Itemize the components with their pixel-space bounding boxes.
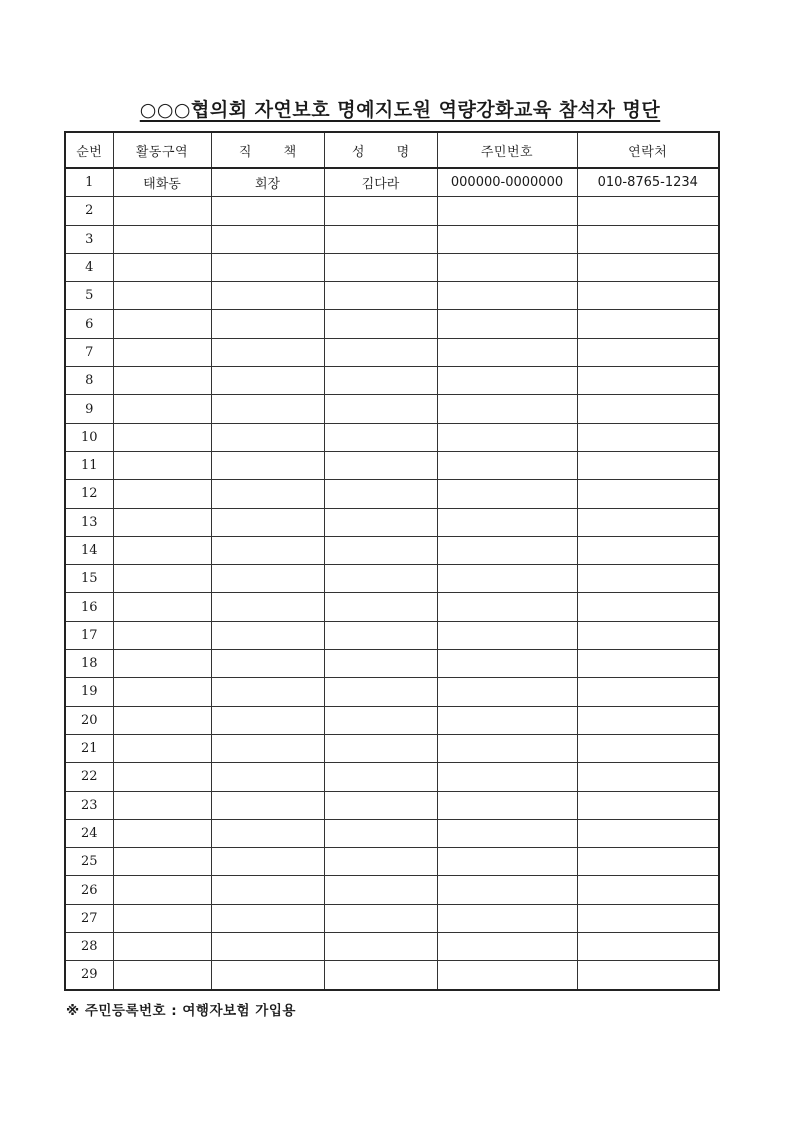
cell-position [211,650,324,678]
cell-name [324,508,437,536]
cell-seq: 2 [65,197,113,225]
table-body [65,168,719,990]
cell-name [324,848,437,876]
cell-name [324,480,437,508]
cell-resident-number [437,423,577,451]
cell-position [211,480,324,508]
cell-resident-number: 000000-0000000 [437,168,577,197]
cell-seq: 22 [65,763,113,791]
cell-seq: 7 [65,338,113,366]
cell-position [211,310,324,338]
cell-position [211,904,324,932]
cell-resident-number [437,310,577,338]
cell-seq: 11 [65,451,113,479]
cell-resident-number [437,197,577,225]
cell-activity-area [113,734,211,762]
header-resident-number: 주민번호 [437,132,577,168]
cell-seq: 3 [65,225,113,253]
document-title-text: ○○○협의회 자연보호 명예지도원 역량강화교육 참석자 명단 [139,99,661,121]
cell-contact [577,197,719,225]
header-seq: 순번 [65,132,113,168]
table-row [65,650,719,678]
cell-resident-number [437,650,577,678]
table-row [65,367,719,395]
cell-seq: 20 [65,706,113,734]
table-row [65,338,719,366]
cell-position [211,593,324,621]
table-row [65,904,719,932]
cell-contact [577,650,719,678]
cell-seq: 25 [65,848,113,876]
cell-seq: 5 [65,282,113,310]
cell-name [324,423,437,451]
cell-resident-number [437,961,577,990]
cell-name [324,933,437,961]
cell-position [211,933,324,961]
cell-activity-area [113,933,211,961]
cell-activity-area [113,876,211,904]
cell-resident-number [437,791,577,819]
cell-activity-area [113,451,211,479]
cell-contact [577,961,719,990]
cell-name [324,395,437,423]
table-row [65,848,719,876]
cell-contact [577,706,719,734]
cell-activity-area [113,848,211,876]
cell-name [324,565,437,593]
cell-contact [577,734,719,762]
cell-resident-number [437,848,577,876]
cell-position [211,763,324,791]
cell-seq: 28 [65,933,113,961]
cell-position [211,791,324,819]
cell-seq: 6 [65,310,113,338]
cell-contact [577,876,719,904]
cell-resident-number [437,734,577,762]
document-title [0,95,800,122]
table-row [65,253,719,281]
cell-activity-area [113,536,211,564]
cell-position [211,734,324,762]
table-row [65,819,719,847]
table-row [65,678,719,706]
cell-contact [577,791,719,819]
cell-resident-number [437,225,577,253]
footnote: ※ 주민등록번호 : 여행자보험 가입용 [66,1003,296,1019]
cell-resident-number [437,763,577,791]
table-row [65,961,719,990]
cell-contact [577,819,719,847]
cell-contact [577,848,719,876]
cell-name [324,367,437,395]
cell-seq: 12 [65,480,113,508]
cell-seq: 18 [65,650,113,678]
cell-name [324,225,437,253]
cell-position [211,197,324,225]
cell-activity-area [113,338,211,366]
cell-contact [577,933,719,961]
cell-seq: 29 [65,961,113,990]
cell-seq: 16 [65,593,113,621]
cell-name [324,650,437,678]
cell-seq: 17 [65,621,113,649]
table-row [65,706,719,734]
cell-seq: 26 [65,876,113,904]
cell-contact [577,593,719,621]
cell-position [211,706,324,734]
cell-contact [577,565,719,593]
cell-seq: 13 [65,508,113,536]
cell-position [211,848,324,876]
cell-contact [577,678,719,706]
cell-activity-area: 태화동 [113,168,211,197]
cell-seq: 14 [65,536,113,564]
cell-activity-area [113,763,211,791]
cell-resident-number [437,819,577,847]
table-row [65,876,719,904]
cell-name [324,253,437,281]
table-row [65,395,719,423]
cell-resident-number [437,621,577,649]
cell-name [324,282,437,310]
header-position: 직 책 [211,132,324,168]
cell-resident-number [437,678,577,706]
cell-name [324,338,437,366]
cell-seq: 9 [65,395,113,423]
cell-resident-number [437,253,577,281]
cell-contact [577,367,719,395]
cell-activity-area [113,678,211,706]
cell-contact [577,508,719,536]
cell-contact [577,310,719,338]
cell-activity-area [113,282,211,310]
cell-resident-number [437,536,577,564]
attendee-roster-table [64,131,720,991]
cell-seq: 10 [65,423,113,451]
cell-position [211,282,324,310]
cell-activity-area [113,423,211,451]
cell-resident-number [437,451,577,479]
cell-resident-number [437,565,577,593]
cell-position [211,395,324,423]
cell-activity-area [113,395,211,423]
cell-activity-area [113,904,211,932]
cell-seq: 24 [65,819,113,847]
cell-activity-area [113,650,211,678]
cell-resident-number [437,706,577,734]
cell-activity-area [113,565,211,593]
cell-position [211,253,324,281]
cell-seq: 8 [65,367,113,395]
cell-contact: 010-8765-1234 [577,168,719,197]
table-row [65,565,719,593]
cell-resident-number [437,480,577,508]
cell-name [324,961,437,990]
cell-seq: 1 [65,168,113,197]
cell-activity-area [113,253,211,281]
cell-resident-number [437,395,577,423]
cell-name [324,791,437,819]
cell-activity-area [113,621,211,649]
cell-position [211,678,324,706]
cell-position [211,621,324,649]
cell-seq: 23 [65,791,113,819]
cell-name [324,536,437,564]
cell-name [324,197,437,225]
cell-resident-number [437,508,577,536]
cell-name [324,621,437,649]
table-header-row [65,132,719,168]
cell-activity-area [113,225,211,253]
cell-name [324,451,437,479]
cell-activity-area [113,197,211,225]
cell-contact [577,423,719,451]
table-row [65,536,719,564]
cell-resident-number [437,933,577,961]
table-row [65,282,719,310]
table-row [65,168,719,197]
cell-activity-area [113,791,211,819]
cell-activity-area [113,706,211,734]
header-activity-area: 활동구역 [113,132,211,168]
table-row [65,933,719,961]
cell-position [211,508,324,536]
cell-activity-area [113,593,211,621]
table-row [65,508,719,536]
cell-resident-number [437,904,577,932]
table-row [65,310,719,338]
cell-contact [577,536,719,564]
cell-position [211,451,324,479]
cell-seq: 19 [65,678,113,706]
cell-position [211,536,324,564]
cell-contact [577,480,719,508]
cell-name [324,310,437,338]
cell-name [324,876,437,904]
cell-activity-area [113,310,211,338]
cell-contact [577,904,719,932]
table-row [65,621,719,649]
cell-activity-area [113,819,211,847]
cell-resident-number [437,367,577,395]
cell-activity-area [113,367,211,395]
cell-name [324,593,437,621]
table-row [65,734,719,762]
cell-activity-area [113,508,211,536]
cell-seq: 21 [65,734,113,762]
cell-resident-number [437,282,577,310]
cell-position [211,819,324,847]
cell-name [324,819,437,847]
cell-activity-area [113,480,211,508]
table-row [65,480,719,508]
cell-name [324,904,437,932]
cell-position [211,367,324,395]
table-row [65,451,719,479]
table-row [65,763,719,791]
cell-contact [577,451,719,479]
cell-name [324,763,437,791]
table-row [65,791,719,819]
cell-contact [577,621,719,649]
cell-contact [577,225,719,253]
cell-position [211,961,324,990]
cell-position [211,338,324,366]
table-row [65,225,719,253]
cell-name [324,734,437,762]
table-row [65,197,719,225]
cell-seq: 15 [65,565,113,593]
cell-contact [577,763,719,791]
table-row [65,423,719,451]
cell-position [211,876,324,904]
header-contact: 연락처 [577,132,719,168]
cell-contact [577,338,719,366]
cell-position [211,423,324,451]
cell-name [324,678,437,706]
cell-name: 김다라 [324,168,437,197]
cell-position: 회장 [211,168,324,197]
cell-position [211,565,324,593]
cell-activity-area [113,961,211,990]
cell-position [211,225,324,253]
cell-contact [577,282,719,310]
header-name: 성 명 [324,132,437,168]
cell-contact [577,395,719,423]
cell-name [324,706,437,734]
cell-resident-number [437,593,577,621]
table-row [65,593,719,621]
cell-contact [577,253,719,281]
cell-resident-number [437,876,577,904]
cell-seq: 4 [65,253,113,281]
cell-resident-number [437,338,577,366]
cell-seq: 27 [65,904,113,932]
